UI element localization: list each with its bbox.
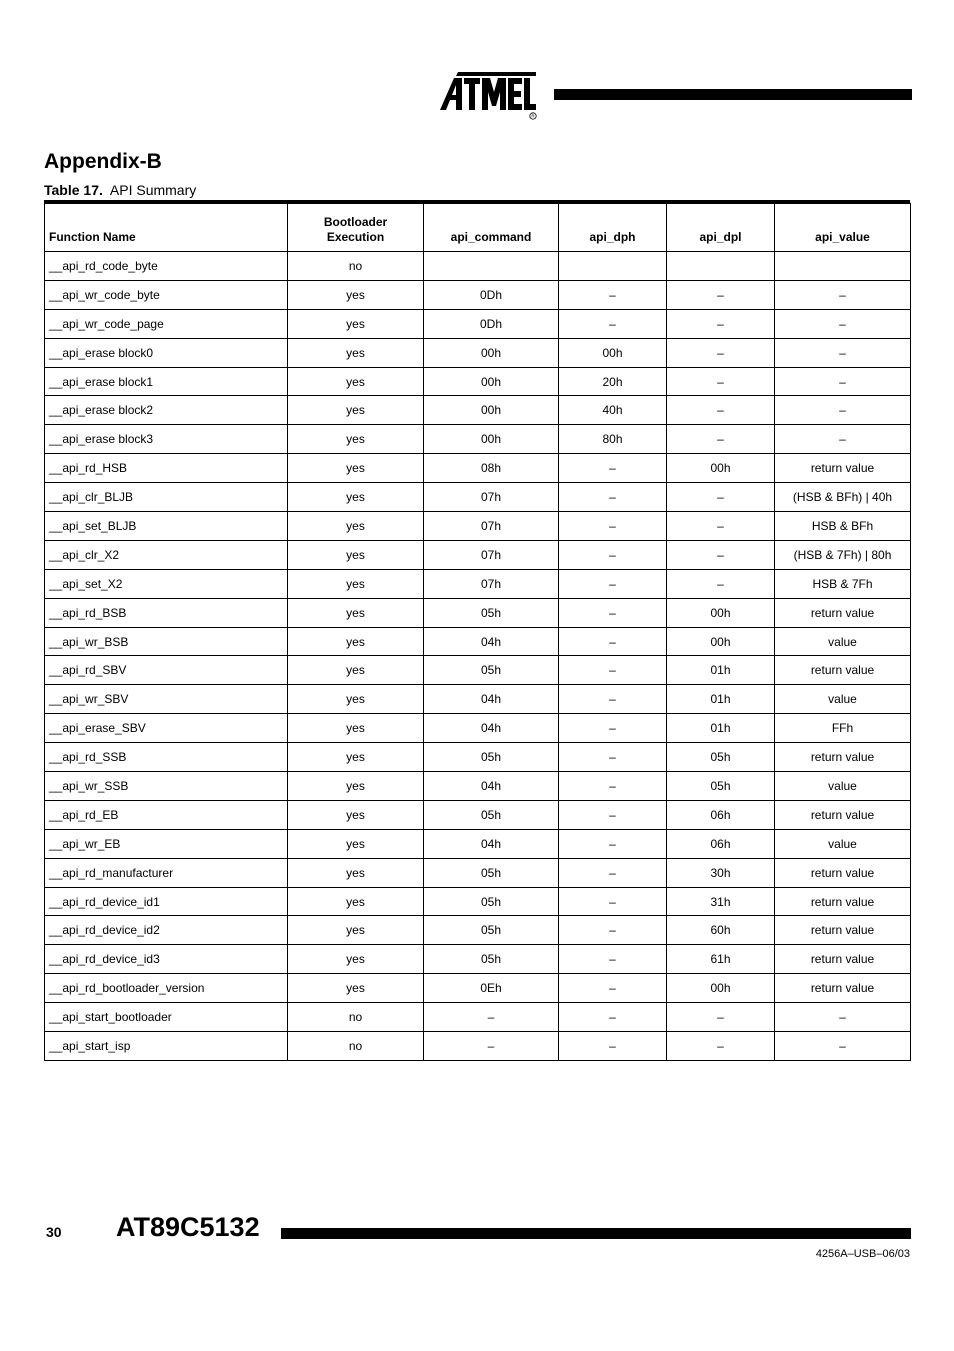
column-header-bootloader-execution <box>288 204 424 252</box>
api-dph-cell: 20h <box>559 367 667 396</box>
table-header-row <box>45 204 911 252</box>
api-dpl-cell: 01h <box>667 714 775 743</box>
bootloader-execution-cell: yes <box>288 540 424 569</box>
function-name-cell: __api_wr_SSB <box>45 772 288 801</box>
function-name-cell: __api_set_BLJB <box>45 512 288 541</box>
header-rule <box>554 89 912 100</box>
bootloader-execution-cell: yes <box>288 483 424 512</box>
api-dph-cell: – <box>559 858 667 887</box>
api-dpl-cell: 00h <box>667 974 775 1003</box>
bootloader-execution-cell: yes <box>288 627 424 656</box>
api-dpl-cell <box>667 252 775 281</box>
bootloader-execution-cell: yes <box>288 569 424 598</box>
api-value-cell: HSB & 7Fh <box>775 569 911 598</box>
api-dph-cell <box>559 252 667 281</box>
table-row <box>45 887 911 916</box>
api-dpl-cell: – <box>667 540 775 569</box>
api-dph-cell: – <box>559 454 667 483</box>
table-row <box>45 714 911 743</box>
bootloader-execution-cell: yes <box>288 772 424 801</box>
bootloader-execution-cell: yes <box>288 598 424 627</box>
api-summary-table-wrapper <box>44 200 910 1061</box>
atmel-logo <box>440 70 540 120</box>
table-row <box>45 858 911 887</box>
bootloader-execution-cell: yes <box>288 974 424 1003</box>
api-dpl-cell: – <box>667 483 775 512</box>
api-dpl-cell: 06h <box>667 829 775 858</box>
api-dph-cell: – <box>559 540 667 569</box>
function-name-cell: __api_rd_bootloader_version <box>45 974 288 1003</box>
api-command-cell: 00h <box>424 367 559 396</box>
bootloader-execution-cell: yes <box>288 858 424 887</box>
footer-rule <box>281 1228 911 1239</box>
api-command-cell <box>424 252 559 281</box>
table-caption <box>44 182 196 198</box>
api-value-cell: return value <box>775 598 911 627</box>
api-value-cell: (HSB & 7Fh) | 80h <box>775 540 911 569</box>
table-body <box>45 252 911 1061</box>
api-dph-cell: – <box>559 309 667 338</box>
api-value-cell: return value <box>775 858 911 887</box>
function-name-cell: __api_rd_device_id2 <box>45 916 288 945</box>
bootloader-execution-cell: yes <box>288 367 424 396</box>
bootloader-execution-cell: yes <box>288 685 424 714</box>
function-name-cell: __api_erase block3 <box>45 425 288 454</box>
table-row <box>45 512 911 541</box>
api-dpl-cell: 05h <box>667 772 775 801</box>
api-command-cell: 05h <box>424 916 559 945</box>
document-title: AT89C5132 <box>116 1212 260 1242</box>
function-name-cell: __api_wr_code_page <box>45 309 288 338</box>
api-dpl-cell: – <box>667 512 775 541</box>
api-command-cell: 00h <box>424 425 559 454</box>
table-row <box>45 1032 911 1061</box>
function-name-cell: __api_clr_BLJB <box>45 483 288 512</box>
api-command-cell: 07h <box>424 512 559 541</box>
function-name-cell: __api_rd_SBV <box>45 656 288 685</box>
function-name-cell: __api_rd_HSB <box>45 454 288 483</box>
bootloader-execution-cell: no <box>288 1032 424 1061</box>
api-value-cell: return value <box>775 800 911 829</box>
api-dpl-cell: – <box>667 309 775 338</box>
table-row <box>45 309 911 338</box>
api-dpl-cell: 01h <box>667 685 775 714</box>
bootloader-execution-cell: yes <box>288 454 424 483</box>
api-dph-cell: – <box>559 714 667 743</box>
api-command-cell: 04h <box>424 772 559 801</box>
column-header-api-value: api_value <box>775 204 911 252</box>
api-command-cell: 04h <box>424 685 559 714</box>
bootloader-execution-cell: yes <box>288 396 424 425</box>
api-summary-table <box>44 203 911 1061</box>
function-name-cell: __api_erase_SBV <box>45 714 288 743</box>
api-command-cell: 05h <box>424 743 559 772</box>
table-row <box>45 367 911 396</box>
table-row <box>45 1003 911 1032</box>
bootloader-execution-cell: no <box>288 1003 424 1032</box>
column-header-bootloader-execution-label: Bootloader Execution <box>323 215 388 244</box>
api-dpl-cell: – <box>667 1032 775 1061</box>
table-row <box>45 656 911 685</box>
table-row <box>45 916 911 945</box>
api-command-cell: 07h <box>424 540 559 569</box>
api-value-cell: – <box>775 280 911 309</box>
api-command-cell: 0Eh <box>424 974 559 1003</box>
bootloader-execution-cell: yes <box>288 945 424 974</box>
api-command-cell: – <box>424 1032 559 1061</box>
function-name-cell: __api_start_bootloader <box>45 1003 288 1032</box>
api-dpl-cell: 00h <box>667 627 775 656</box>
api-dph-cell: – <box>559 800 667 829</box>
table-row <box>45 800 911 829</box>
api-dpl-cell: 00h <box>667 454 775 483</box>
table-row <box>45 772 911 801</box>
api-dpl-cell: – <box>667 1003 775 1032</box>
api-dph-cell: 00h <box>559 338 667 367</box>
api-command-cell: 05h <box>424 887 559 916</box>
api-dpl-cell: – <box>667 280 775 309</box>
table-row <box>45 483 911 512</box>
table-row <box>45 252 911 281</box>
column-header-api-dpl: api_dpl <box>667 204 775 252</box>
function-name-cell: __api_set_X2 <box>45 569 288 598</box>
bootloader-execution-cell: yes <box>288 309 424 338</box>
bootloader-execution-cell: yes <box>288 743 424 772</box>
function-name-cell: __api_wr_EB <box>45 829 288 858</box>
api-dpl-cell: 01h <box>667 656 775 685</box>
api-command-cell: 07h <box>424 483 559 512</box>
function-name-cell: __api_rd_SSB <box>45 743 288 772</box>
bootloader-execution-cell: yes <box>288 800 424 829</box>
bootloader-execution-cell: yes <box>288 280 424 309</box>
api-command-cell: 05h <box>424 598 559 627</box>
function-name-cell: __api_clr_X2 <box>45 540 288 569</box>
api-value-cell: return value <box>775 656 911 685</box>
api-value-cell: value <box>775 829 911 858</box>
api-dph-cell: – <box>559 569 667 598</box>
api-command-cell: 0Dh <box>424 309 559 338</box>
function-name-cell: __api_erase block1 <box>45 367 288 396</box>
api-dpl-cell: 61h <box>667 945 775 974</box>
bootloader-execution-cell: yes <box>288 714 424 743</box>
bootloader-execution-cell: no <box>288 252 424 281</box>
function-name-cell: __api_wr_code_byte <box>45 280 288 309</box>
bootloader-execution-cell: yes <box>288 656 424 685</box>
section-title: Appendix-B <box>44 150 162 173</box>
column-header-api-command: api_command <box>424 204 559 252</box>
svg-text:R: R <box>531 113 535 119</box>
api-dph-cell: – <box>559 512 667 541</box>
function-name-cell: __api_wr_BSB <box>45 627 288 656</box>
api-dph-cell: – <box>559 945 667 974</box>
table-row <box>45 829 911 858</box>
api-dph-cell: – <box>559 1032 667 1061</box>
api-dpl-cell: – <box>667 569 775 598</box>
api-dph-cell: – <box>559 1003 667 1032</box>
function-name-cell: __api_erase block2 <box>45 396 288 425</box>
table-row <box>45 280 911 309</box>
api-dph-cell: – <box>559 887 667 916</box>
api-value-cell: value <box>775 685 911 714</box>
column-header-api-dph: api_dph <box>559 204 667 252</box>
api-value-cell: (HSB & BFh) | 40h <box>775 483 911 512</box>
api-dpl-cell: 06h <box>667 800 775 829</box>
api-value-cell: return value <box>775 887 911 916</box>
api-command-cell: 04h <box>424 627 559 656</box>
bootloader-execution-cell: yes <box>288 887 424 916</box>
api-dph-cell: – <box>559 280 667 309</box>
page-number: 30 <box>46 1224 62 1240</box>
function-name-cell: __api_wr_SBV <box>45 685 288 714</box>
api-value-cell: value <box>775 772 911 801</box>
api-dpl-cell: 60h <box>667 916 775 945</box>
api-command-cell: 07h <box>424 569 559 598</box>
api-value-cell: return value <box>775 454 911 483</box>
api-dph-cell: – <box>559 743 667 772</box>
table-row <box>45 396 911 425</box>
api-value-cell: – <box>775 1032 911 1061</box>
bootloader-execution-cell: yes <box>288 338 424 367</box>
table-caption-number: Table 17. <box>44 182 103 198</box>
api-dpl-cell: – <box>667 338 775 367</box>
api-dpl-cell: – <box>667 396 775 425</box>
table-row <box>45 569 911 598</box>
document-reference: 4256A–USB–06/03 <box>815 1248 910 1260</box>
bootloader-execution-cell: yes <box>288 829 424 858</box>
table-row <box>45 685 911 714</box>
api-dpl-cell: 00h <box>667 598 775 627</box>
api-command-cell: 0Dh <box>424 280 559 309</box>
api-value-cell: – <box>775 1003 911 1032</box>
api-command-cell: 05h <box>424 800 559 829</box>
api-command-cell: 05h <box>424 656 559 685</box>
table-row <box>45 743 911 772</box>
table-row <box>45 598 911 627</box>
api-dph-cell: – <box>559 916 667 945</box>
function-name-cell: __api_rd_code_byte <box>45 252 288 281</box>
table-row <box>45 540 911 569</box>
api-dpl-cell: 31h <box>667 887 775 916</box>
api-dph-cell: – <box>559 598 667 627</box>
function-name-cell: __api_rd_manufacturer <box>45 858 288 887</box>
table-row <box>45 425 911 454</box>
function-name-cell: __api_rd_device_id1 <box>45 887 288 916</box>
table-row <box>45 627 911 656</box>
api-command-cell: 05h <box>424 945 559 974</box>
api-dph-cell: – <box>559 829 667 858</box>
api-value-cell <box>775 252 911 281</box>
table-row <box>45 974 911 1003</box>
api-value-cell: – <box>775 309 911 338</box>
function-name-cell: __api_rd_EB <box>45 800 288 829</box>
api-command-cell: 04h <box>424 829 559 858</box>
api-value-cell: return value <box>775 974 911 1003</box>
api-value-cell: – <box>775 367 911 396</box>
api-dph-cell: – <box>559 685 667 714</box>
function-name-cell: __api_rd_device_id3 <box>45 945 288 974</box>
api-dph-cell: – <box>559 483 667 512</box>
api-dpl-cell: – <box>667 367 775 396</box>
api-value-cell: – <box>775 425 911 454</box>
api-dpl-cell: – <box>667 425 775 454</box>
column-header-function-name: Function Name <box>45 204 288 252</box>
api-value-cell: – <box>775 396 911 425</box>
function-name-cell: __api_erase block0 <box>45 338 288 367</box>
table-row <box>45 945 911 974</box>
api-command-cell: 05h <box>424 858 559 887</box>
bootloader-execution-cell: yes <box>288 512 424 541</box>
api-command-cell: 04h <box>424 714 559 743</box>
api-dph-cell: – <box>559 656 667 685</box>
function-name-cell: __api_start_isp <box>45 1032 288 1061</box>
api-dph-cell: – <box>559 772 667 801</box>
api-dpl-cell: 05h <box>667 743 775 772</box>
api-command-cell: – <box>424 1003 559 1032</box>
api-command-cell: 00h <box>424 338 559 367</box>
table-row <box>45 454 911 483</box>
api-value-cell: FFh <box>775 714 911 743</box>
api-value-cell: return value <box>775 743 911 772</box>
function-name-cell: __api_rd_BSB <box>45 598 288 627</box>
api-dpl-cell: 30h <box>667 858 775 887</box>
api-dph-cell: – <box>559 974 667 1003</box>
api-value-cell: return value <box>775 945 911 974</box>
api-dph-cell: 80h <box>559 425 667 454</box>
api-command-cell: 00h <box>424 396 559 425</box>
table-row <box>45 338 911 367</box>
api-dph-cell: – <box>559 627 667 656</box>
api-command-cell: 08h <box>424 454 559 483</box>
api-dph-cell: 40h <box>559 396 667 425</box>
api-value-cell: HSB & BFh <box>775 512 911 541</box>
table-caption-title: API Summary <box>109 182 197 198</box>
bootloader-execution-cell: yes <box>288 425 424 454</box>
bootloader-execution-cell: yes <box>288 916 424 945</box>
api-value-cell: – <box>775 338 911 367</box>
api-value-cell: return value <box>775 916 911 945</box>
api-value-cell: value <box>775 627 911 656</box>
